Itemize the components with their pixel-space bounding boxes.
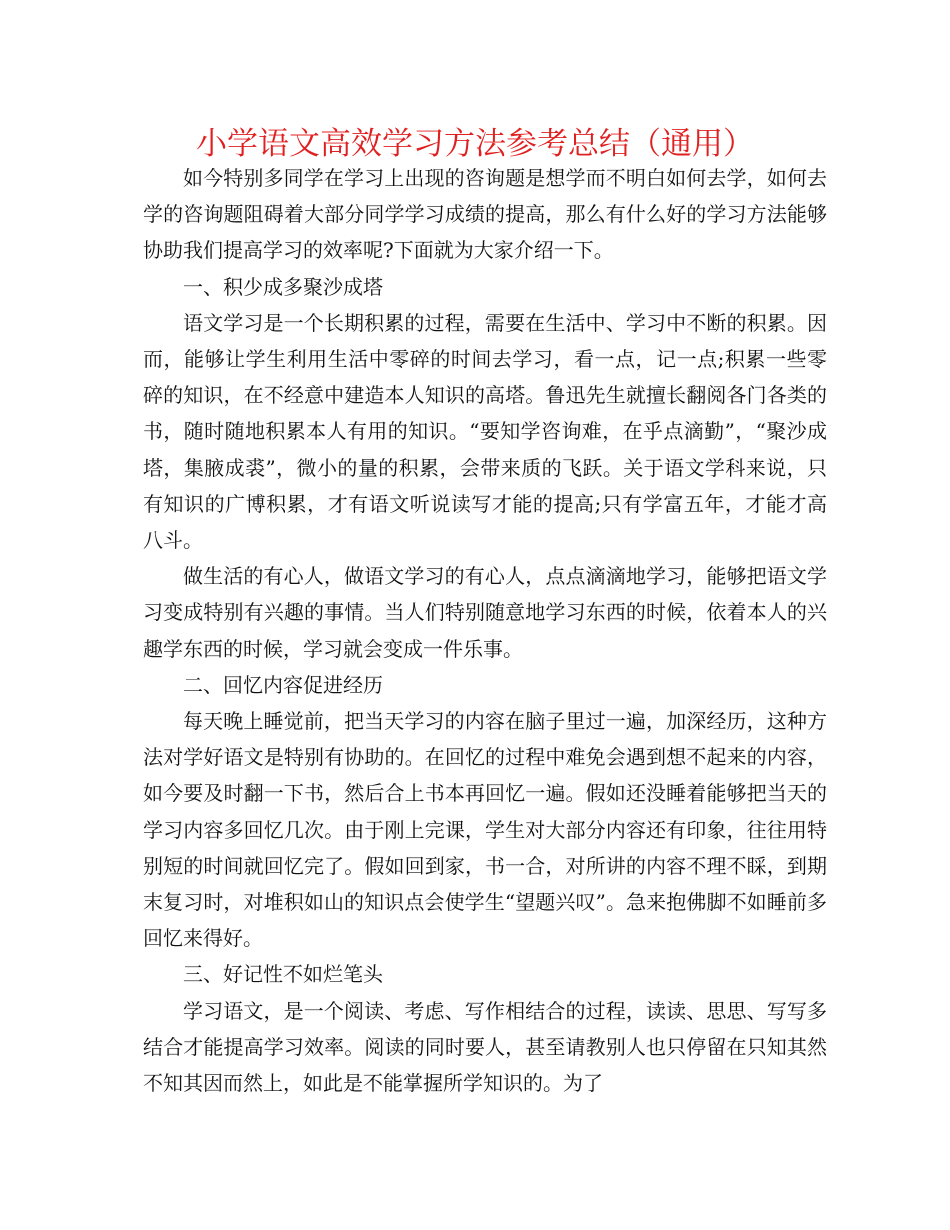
section-1-paragraph-2: 做生活的有心人，做语文学习的有心人，点点滴滴地学习，能够把语文学习变成特别有兴趣的事情。当人们特别随意地学习东西的时候，依着本人的兴趣学东西的时候，学习就会变成一件乐事。 [143,564,827,661]
section-3-paragraph-1: 学习语文，是一个阅读、考虑、写作相结合的过程，读读、思思、写写多结合才能提高学习效率。阅读的同时要人，甚至请教别人也只停留在只知其然不知其因而然上，如此是不能掌握所学知识的。为了 [143,998,827,1096]
section-heading-1: 一、积少成多聚沙成塔 [183,274,383,299]
section-2-paragraph-1: 每天晚上睡觉前，把当天学习的内容在脑子里过一遍，加深经历，这种方法对学好语文是特别有协助的。在回忆的过程中难免会遇到想不起来的内容，如今要及时翻一下书，然后合上书本再回忆一遍。假如还没睡着能够把当天的学习内容多回忆几次。由于刚上完课，学生对大部分内容还有印象，往往用特别短的时间就回忆完了。假如回到家，书一合，对所讲的内容不理不睬，到期末复习时，对堆积如山的知识点会使学生“望题兴叹”。急来抱佛脚不如睡前多回忆来得好。 [143,709,827,951]
document-body [143,160,827,1101]
section-1-paragraph-1: 语文学习是一个长期积累的过程，需要在生活中、学习中不断的积累。因而，能够让学生利用生活中零碎的时间去学习，看一点，记一点;积累一些零碎的知识，在不经意中建造本人知识的高塔。鲁迅先生就擅长翻阅各门各类的书，随时随地积累本人有用的知识。“要知学咨询难，在乎点滴勤”，“聚沙成塔，集腋成裘”，微小的量的积累，会带来质的飞跃。关于语文学科来说，只有知识的广博积累，才有语文听说读写才能的提高;只有学富五年，才能才高八斗。 [143,310,827,553]
document-title: 小学语文高效学习方法参考总结（通用） [196,126,754,162]
section-heading-2: 二、回忆内容促进经历 [183,672,383,697]
intro-paragraph: 如今特别多同学在学习上出现的咨询题是想学而不明白如何去学，如何去学的咨询题阻碍着大部分同学学习成绩的提高，那么有什么好的学习方法能够协助我们提高学习的效率呢?下面就为大家介绍一下。 [143,166,827,263]
section-heading-3: 三、好记性不如烂笔头 [183,962,383,987]
